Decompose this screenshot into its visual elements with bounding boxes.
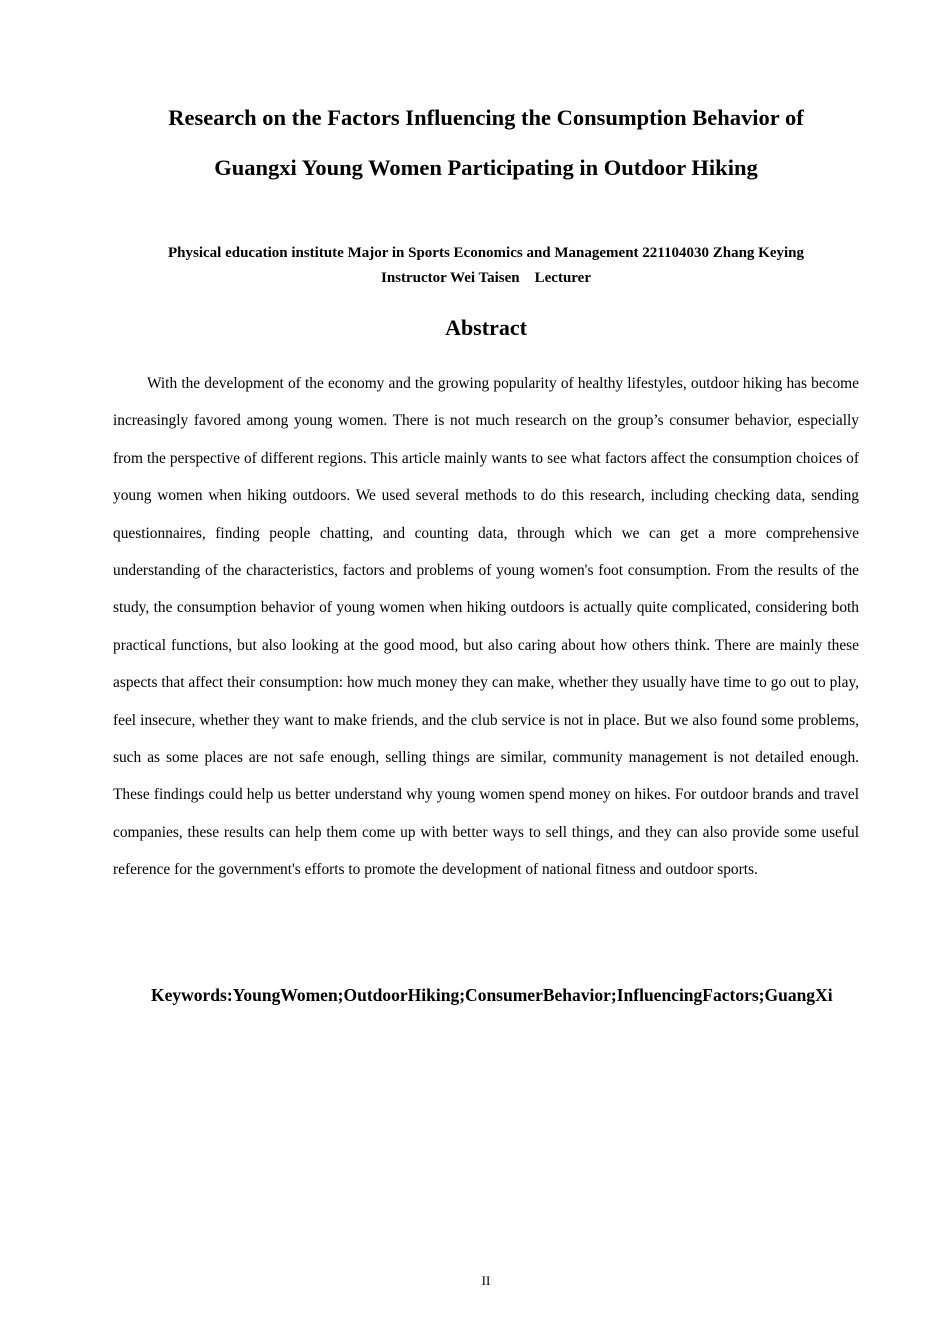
abstract-heading: Abstract: [445, 315, 527, 340]
paper-title-line-1: Research on the Factors Influencing the Consumption Behavior of: [168, 105, 804, 130]
paper-title-line-2: Guangxi Young Women Participating in Outdoor Hiking: [214, 155, 758, 180]
instructor-line: Instructor Wei Taisen Lecturer: [381, 270, 591, 286]
page-number: II: [481, 1273, 491, 1288]
abstract-body: With the development of the economy and the growing popularity of healthy lifestyles, outdoor hiking has become increasingly favored among young women. There is not much research on the group’s consumer behavior, especially from the perspective of different regions. This article mainly wants to see what factors affect the consumption choices of young women when hiking outdoors. We used several methods to do this research, including checking data, sending questionnaires, finding people chatting, and counting data, through which we can get a more comprehensive understanding of the characteristics, factors and problems of young women's foot consumption. From the results of the study, the consumption behavior of young women when hiking outdoors is actually quite complicated, considering both practical functions, but also looking at the good mood, but also caring about how others think. There are mainly these aspects that affect their consumption: how much money they can make, whether they usually have time to go out to play, feel insecure, whether they want to make friends, and the club service is not in place. But we also found some problems, such as some places are not safe enough, selling things are similar, community management is not detailed enough. These findings could help us better understand why young women spend money on hikes. For outdoor brands and travel companies, these results can help them come up with better ways to sell things, and they can also provide some useful reference for the government's efforts to promote the development of national fitness and outdoor sports.: [113, 375, 859, 879]
author-info: [100, 241, 872, 291]
paper-title: [100, 93, 872, 193]
keywords: Keywords:YoungWomen;OutdoorHiking;ConsumerBehavior;InfluencingFactors;GuangXi: [151, 985, 833, 1005]
author-line: Physical education institute Major in Sports Economics and Management 221104030 Zhang Keying: [167, 245, 804, 261]
